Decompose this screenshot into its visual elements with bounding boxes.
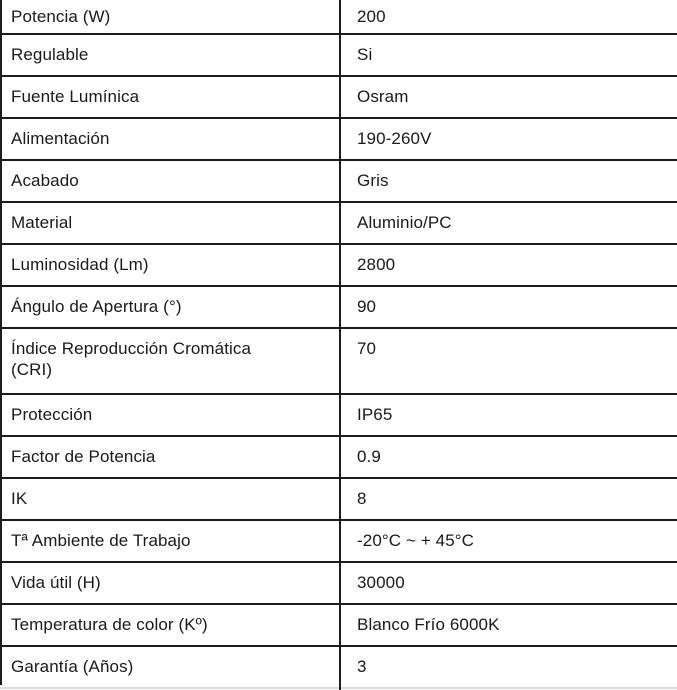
spec-label: Temperatura de color (Kº) bbox=[11, 615, 208, 634]
spec-value: Gris bbox=[357, 171, 389, 190]
spec-label: Acabado bbox=[11, 171, 79, 190]
spec-label: Fuente Lumínica bbox=[11, 87, 140, 106]
spec-label: Garantía (Años) bbox=[11, 657, 134, 676]
spec-value: 200 bbox=[357, 6, 386, 26]
spec-label: Índice Reproducción Cromática (CRI) bbox=[11, 339, 252, 379]
spec-value: -20°C ~ + 45°C bbox=[357, 531, 475, 550]
spec-label: Alimentación bbox=[11, 129, 110, 148]
spec-value: IP65 bbox=[357, 405, 393, 424]
spec-value: Aluminio/PC bbox=[357, 213, 452, 232]
spec-value: Si bbox=[357, 45, 373, 64]
spec-value: 70 bbox=[357, 339, 377, 358]
spec-value: 2800 bbox=[357, 255, 396, 274]
spec-label: Vida útil (H) bbox=[11, 573, 101, 592]
spec-label: Luminosidad (Lm) bbox=[11, 255, 149, 274]
spec-value: 0.9 bbox=[357, 447, 381, 466]
spec-value: 3 bbox=[357, 657, 367, 676]
spec-label: Protección bbox=[11, 405, 93, 424]
spec-label: Tª Ambiente de Trabajo bbox=[11, 531, 191, 550]
spec-value: 8 bbox=[357, 489, 367, 508]
column-divider bbox=[339, 0, 341, 690]
table-left-border bbox=[0, 0, 2, 685]
spec-value: 190-260V bbox=[357, 129, 432, 148]
spec-value: Blanco Frío 6000K bbox=[357, 615, 500, 634]
spec-value: Osram bbox=[357, 87, 409, 106]
spec-label: IK bbox=[11, 489, 28, 508]
spec-label: Potencia (W) bbox=[11, 6, 111, 26]
spec-label: Material bbox=[11, 213, 73, 232]
spec-label: Ángulo de Apertura (°) bbox=[11, 297, 182, 316]
spec-label: Regulable bbox=[11, 45, 89, 64]
spec-value: 30000 bbox=[357, 573, 405, 592]
spec-value: 90 bbox=[357, 297, 377, 316]
spec-label: Factor de Potencia bbox=[11, 447, 156, 466]
